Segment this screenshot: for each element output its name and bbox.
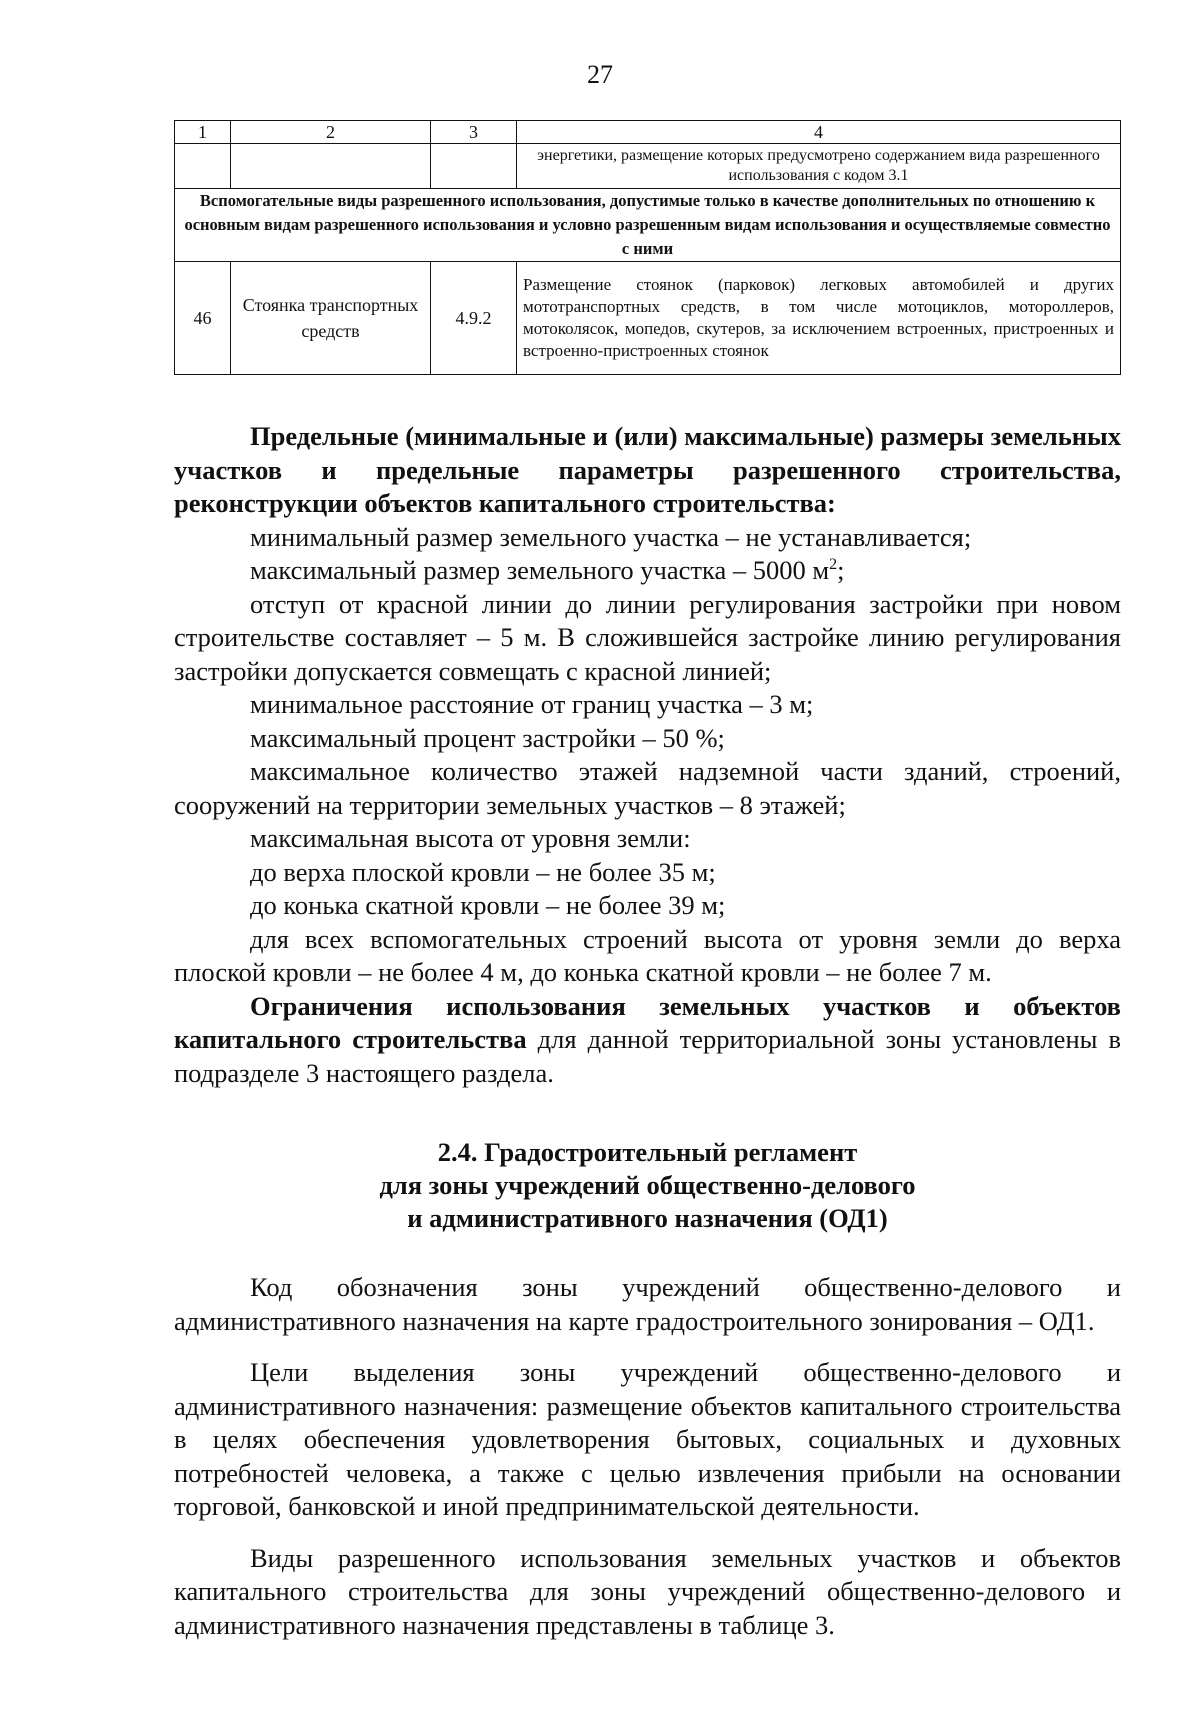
use-description: Размещение стоянок (парковок) легковых автомобилей и других мототранспортных средств, в том числе мотоциклов, мотороллеров, мотоколясок, мопедов, скутеров, за исключением встроенных, пристроенных и встроенно-пристроенных стоянок [517, 262, 1121, 375]
continuation-description: энергетики, размещение которых предусмотрено содержанием вида разрешенного использования с кодом 3.1 [517, 144, 1121, 189]
restrictions-paragraph [174, 990, 1121, 1091]
table-cell [175, 144, 231, 189]
table-header-cell: 4 [517, 121, 1121, 144]
table-cell [231, 144, 431, 189]
table-header-cell: 1 [175, 121, 231, 144]
section-title-line: 2.4. Градостроительный регламент [437, 1137, 858, 1167]
section-paragraph: Цели выделения зоны учреждений общественно-делового и административного назначения: размещение объектов капитального строительства в целях обеспечения удовлетворения бытовых, социальных и духовных потребностей человека, а также с целью извлечения прибыли на основании торговой, банковской и иной предпринимательской деятельности. [174, 1357, 1121, 1521]
restrictions-rest: для данной территориальной зоны установлены в подразделе 3 настоящего раздела. [174, 1024, 1121, 1088]
limit-item: до верха плоской кровли – не более 35 м; [250, 856, 716, 887]
use-code: 4.9.2 [431, 262, 517, 375]
limit-item-tail: ; [837, 555, 845, 585]
limit-item: максимальное количество этажей надземной части зданий, строений, сооружений на территории земельных участков – 8 этажей; [174, 756, 1121, 820]
section-title [174, 1136, 1121, 1235]
table-header-cell: 3 [431, 121, 517, 144]
limit-item: максимальный процент застройки – 50 %; [250, 722, 725, 753]
table-row [175, 262, 1121, 375]
section-title-line: и административного назначения (ОД1) [407, 1203, 888, 1233]
limit-item: максимальная высота от уровня земли: [250, 823, 691, 853]
section-paragraph: Виды разрешенного использования земельных участков и объектов капитального строительства для зоны учреждений общественно-делового и административного назначения представлены в таблице 3. [174, 1542, 1121, 1640]
table-row [175, 144, 1121, 189]
restrictions-bold: Ограничения использования земельных участков и объектов капитального строительства [174, 990, 1121, 1054]
limits-heading: Предельные (минимальные и (или) максимальные) размеры земельных участков и предельные параметры разрешенного строительства, реконструкции объектов капитального строительства: [174, 421, 1121, 518]
use-name: Стоянка транспортных средств [231, 262, 431, 375]
document-body [174, 420, 1121, 1642]
table-header-cell: 2 [231, 121, 431, 144]
limit-item: минимальное расстояние от границ участка – 3 м; [250, 689, 814, 719]
area-unit-superscript: 2 [829, 556, 838, 574]
limit-item: для всех вспомогательных строений высота от уровня земли до верха плоской кровли – не более 4 м, до конька скатной кровли – не более 7 м. [174, 923, 1121, 987]
limit-item: до конька скатной кровли – не более 39 м; [250, 890, 726, 920]
limit-item: отступ от красной линии до линии регулирования застройки при новом строительстве составляет – 5 м. В сложившейся застройке линию регулирования застройки допускается совмещать с красной линией; [174, 588, 1121, 686]
table-header-row [175, 121, 1121, 144]
limit-item: минимальный размер земельного участка – не устанавливается; [250, 521, 972, 552]
row-number: 46 [175, 262, 231, 375]
auxiliary-uses-heading: Вспомогательные виды разрешенного использования, допустимые только в качестве дополнительных по отношению к основным видам разрешенного использования и условно разрешенным видам использования и осуществляемые совместно с ними [175, 189, 1121, 262]
permitted-use-table [174, 120, 1121, 375]
page-number: 27 [587, 60, 613, 89]
table-cell [431, 144, 517, 189]
limit-item-text: максимальный размер земельного участка – 5000 м [250, 555, 830, 585]
section-title-line: для зоны учреждений общественно-делового [379, 1170, 916, 1200]
table-section-row [175, 189, 1121, 262]
section-paragraph: Код обозначения зоны учреждений общественно-делового и административного назначения на карте градостроительного зонирования – ОД1. [174, 1272, 1121, 1336]
limit-item-area [174, 554, 1121, 588]
